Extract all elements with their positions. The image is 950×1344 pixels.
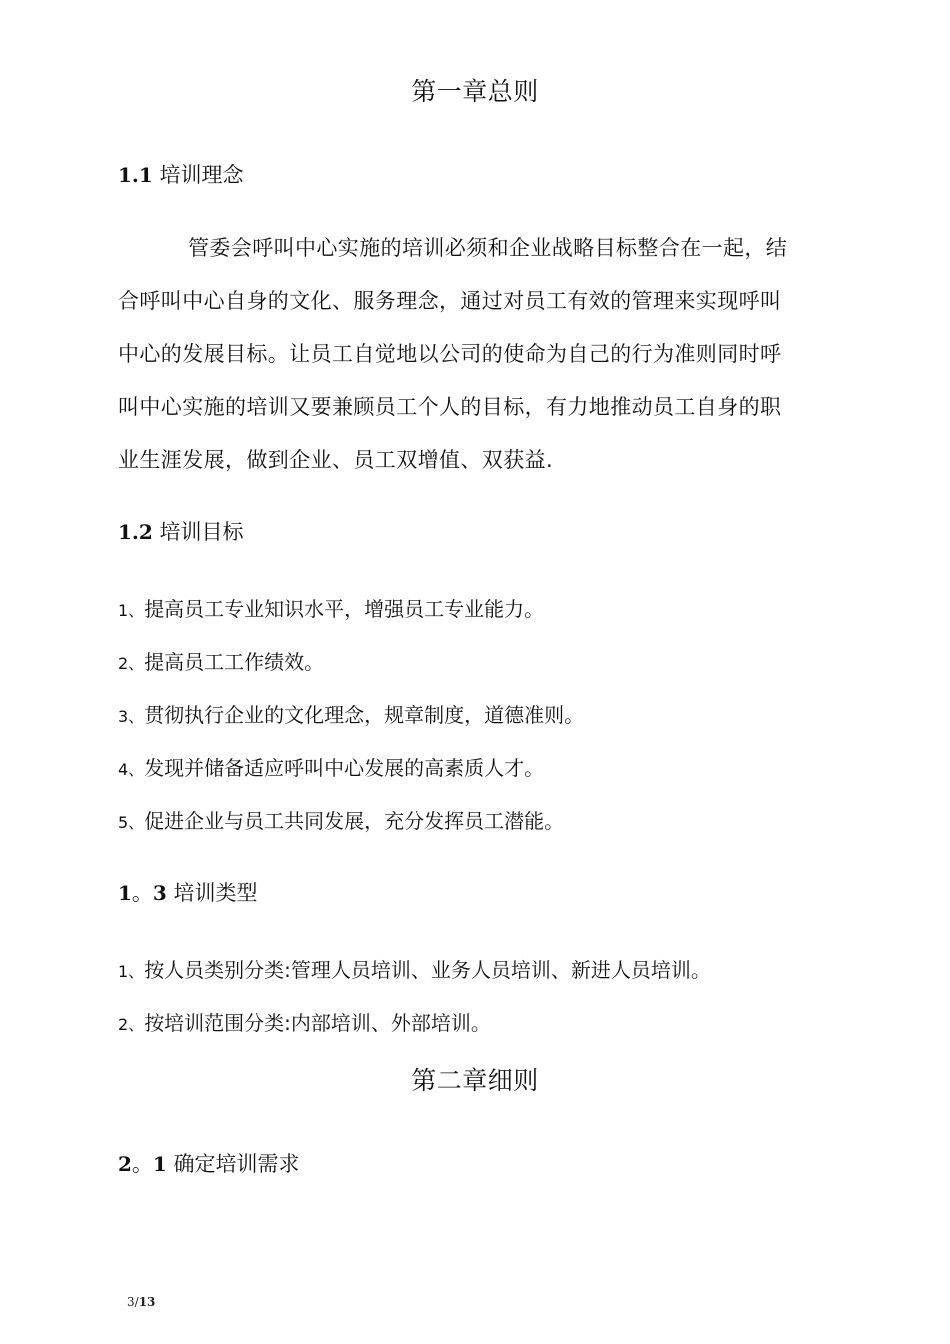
section-2-1-number-b: 1: [152, 1152, 167, 1176]
paragraph-line: 中心的发展目标。让员工自觉地以公司的使命为自己的行为准则同时呼: [118, 342, 782, 366]
paragraph-line: 业生涯发展，做到企业、员工双增值、双获益.: [118, 448, 554, 472]
section-1-3-separator: 。: [131, 881, 153, 905]
section-1-2-title: 培训目标: [159, 520, 244, 544]
paragraph-line: 叫中心实施的培训又要兼顾员工个人的目标，有力地推动员工自身的职: [118, 395, 782, 419]
section-1-3-heading: [118, 879, 258, 907]
section-1-2-number: 1.2: [118, 520, 153, 544]
section-2-1-heading: [118, 1150, 300, 1178]
section-1-3-number-b: 3: [152, 881, 167, 905]
page-number-current: 3/: [127, 1295, 139, 1309]
list-item-text: 发现并储备适应呼叫中心发展的高素质人才。: [144, 756, 545, 780]
section-1-1-number: 1.1: [118, 163, 153, 187]
section-1-2-heading: [118, 518, 243, 546]
list-item-index: 3、: [118, 707, 145, 726]
section-2-1-title: 确定培训需求: [173, 1152, 300, 1176]
list-item: [118, 1009, 491, 1039]
paragraph-line: 管委会呼叫中心实施的培训必须和企业战略目标整合在一起，结: [188, 236, 788, 260]
page-number-total: 13: [138, 1295, 156, 1309]
section-1-3-title: 培训类型: [173, 881, 258, 905]
list-item-index: 4、: [118, 760, 145, 779]
list-item-text: 提高员工专业知识水平，增强员工专业能力。: [144, 597, 545, 621]
section-1-1-heading: [118, 161, 243, 189]
list-item-text: 按人员类别分类:管理人员培训、业务人员培训、新进人员培训。: [144, 958, 711, 982]
list-item-text: 按培训范围分类:内部培训、外部培训。: [144, 1011, 491, 1035]
list-item: [118, 648, 324, 678]
section-1-3-number-a: 1: [118, 881, 132, 905]
list-item-index: 2、: [118, 654, 145, 673]
section-2-1-number-a: 2: [118, 1152, 132, 1176]
list-item-index: 5、: [118, 813, 145, 832]
section-1-1-title: 培训理念: [159, 163, 244, 187]
list-item: [118, 595, 544, 625]
list-item-index: 1、: [118, 601, 145, 620]
list-item: [118, 956, 711, 986]
list-item-text: 促进企业与员工共同发展，充分发挥员工潜能。: [144, 809, 565, 833]
chapter-2-title: 第二章细则: [411, 1066, 539, 1095]
section-2-1-separator: 。: [131, 1152, 153, 1176]
list-item: [118, 701, 584, 731]
list-item-text: 提高员工工作绩效。: [144, 650, 325, 674]
chapter-1-title: 第一章总则: [411, 77, 539, 106]
list-item-index: 1、: [118, 962, 145, 981]
list-item-index: 2、: [118, 1015, 145, 1034]
list-item: [118, 754, 544, 784]
page-number: [127, 1294, 155, 1310]
list-item-text: 贯彻执行企业的文化理念，规章制度，道德准则。: [144, 703, 585, 727]
paragraph-line: 合呼叫中心自身的文化、服务理念，通过对员工有效的管理来实现呼叫: [118, 289, 782, 313]
list-item: [118, 807, 564, 837]
